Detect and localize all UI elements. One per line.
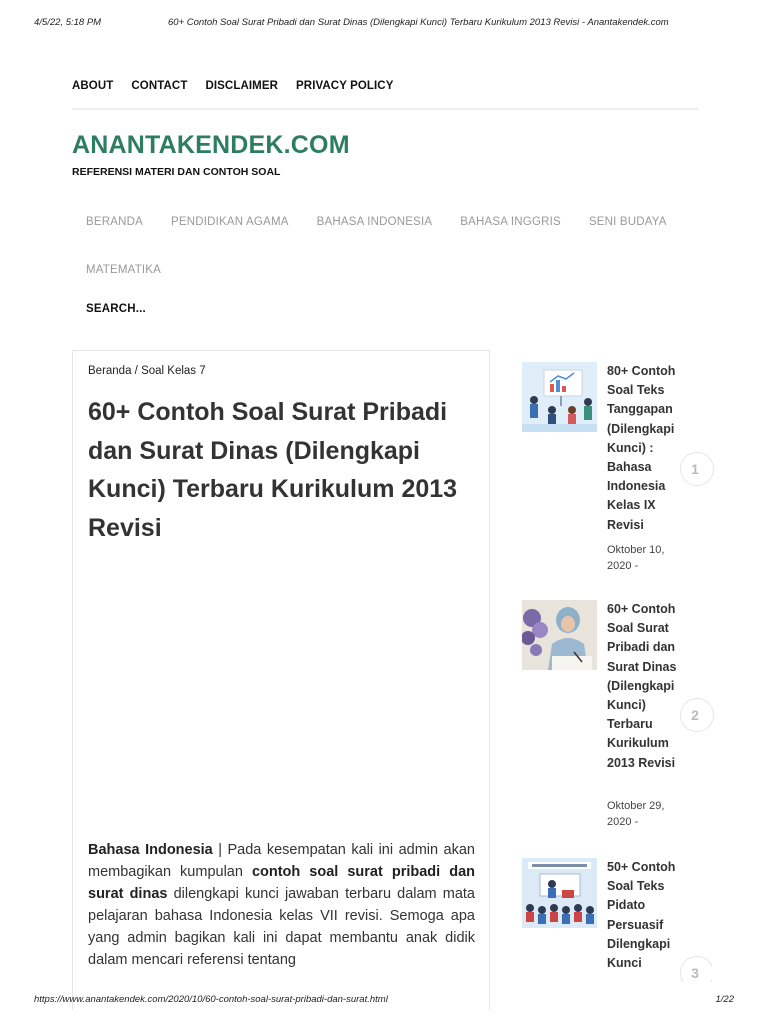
popular-post-title[interactable]: 50+ Contoh Soal Teks Pidato Persuasif Dilengkapi Kunci: [607, 860, 676, 971]
breadcrumb-category[interactable]: Soal Kelas 7: [141, 365, 206, 377]
search-toggle[interactable]: SEARCH...: [86, 303, 146, 315]
breadcrumb-home[interactable]: Beranda: [88, 365, 132, 377]
article-title: 60+ Contoh Soal Surat Pribadi dan Surat Dinas (Dilengkapi Kunci) Terbaru Kurikulum 2013 Revisi: [88, 398, 458, 542]
print-header: [34, 17, 734, 31]
site-title[interactable]: ANANTAKENDEK.COM: [72, 131, 350, 159]
article-keyword: contoh soal surat pribadi dan surat dinas: [88, 864, 475, 902]
article-text: | Pada kesempatan kali ini admin akan membagikan kumpulan: [88, 842, 476, 880]
top-nav-privacy-policy[interactable]: PRIVACY POLICY: [296, 80, 394, 92]
popular-post-title[interactable]: 80+ Contoh Soal Teks Tanggapan (Dilengkapi Kunci) : Bahasa Indonesia Kelas IX Revisi: [607, 364, 676, 532]
article-text: dilengkapi kunci jawaban terbaru dalam mata pelajaran bahasa Indonesia kelas VII revisi. Semoga apa yang admin bagikan kali ini dapat membantu anak didik dalam mencari referensi tentang: [88, 886, 475, 968]
print-page-number: 1/22: [715, 994, 734, 1005]
breadcrumb-separator: /: [131, 365, 142, 377]
popular-post-rank: 1: [680, 452, 714, 486]
article-category-label[interactable]: Bahasa Indonesia: [88, 842, 213, 858]
popular-post-title[interactable]: 60+ Contoh Soal Surat Pribadi dan Surat Dinas (Dilengkapi Kunci) Terbaru Kurikulum 2013 Revisi: [607, 602, 677, 770]
print-footer: [34, 994, 734, 1008]
main-nav-bahasa-indonesia[interactable]: BAHASA INDONESIA: [316, 216, 433, 228]
main-nav: [72, 206, 682, 286]
popular-post-date: Oktober 29, 2020 -: [607, 800, 665, 828]
main-nav-pendidikan-agama[interactable]: PENDIDIKAN AGAMA: [171, 216, 289, 228]
article-card: [72, 350, 490, 1010]
woman-writing-photo-icon[interactable]: [522, 600, 597, 670]
print-url: https://www.anantakendek.com/2020/10/60-contoh-soal-surat-pribadi-dan-surat.html: [34, 994, 388, 1005]
main-nav-bahasa-inggris[interactable]: BAHASA INGGRIS: [460, 216, 561, 228]
top-nav-divider: [72, 108, 698, 110]
article-intro: [88, 839, 475, 971]
breadcrumb: [88, 365, 206, 377]
top-nav-disclaimer[interactable]: DISCLAIMER: [205, 80, 279, 92]
popular-post-date: Oktober 10, 2020 -: [607, 544, 665, 572]
top-nav-contact[interactable]: CONTACT: [131, 80, 188, 92]
popular-post-rank: 3: [680, 956, 712, 982]
popular-post[interactable]: [522, 362, 712, 577]
site-tagline: REFERENSI MATERI DAN CONTOH SOAL: [72, 166, 281, 178]
print-page-title: 60+ Contoh Soal Surat Pribadi dan Surat Dinas (Dilengkapi Kunci) Terbaru Kurikulum 2013 Revisi - Anantakendek.com: [168, 17, 669, 28]
top-nav-about[interactable]: ABOUT: [72, 80, 114, 92]
popular-post-rank: 2: [680, 698, 714, 732]
main-nav-seni-budaya[interactable]: SENI BUDAYA: [588, 216, 667, 228]
presentation-illustration-icon[interactable]: [522, 362, 597, 432]
speech-audience-illustration-icon[interactable]: [522, 858, 597, 928]
main-nav-matematika[interactable]: MATEMATIKA: [86, 264, 162, 276]
popular-post[interactable]: [522, 858, 712, 982]
top-nav: [72, 80, 393, 92]
popular-post[interactable]: [522, 600, 712, 835]
main-nav-beranda[interactable]: BERANDA: [86, 216, 143, 228]
print-date: 4/5/22, 5:18 PM: [34, 17, 102, 28]
